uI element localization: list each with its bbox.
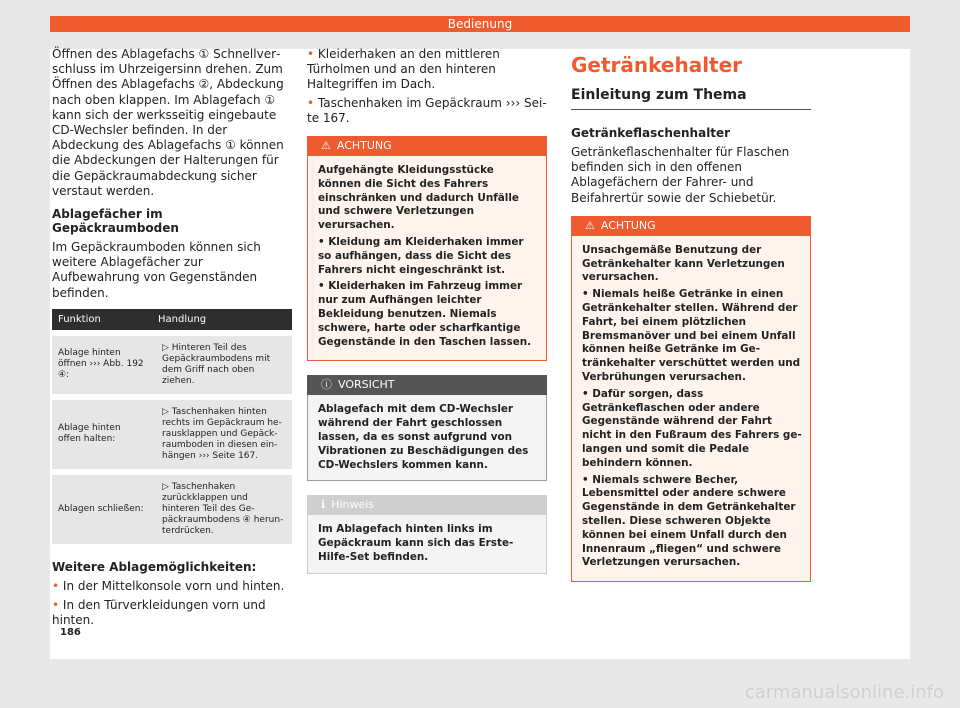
table-header-function: Funktion	[52, 309, 152, 333]
table-row	[52, 472, 292, 544]
table-row	[52, 397, 292, 472]
exclamation-circle-icon: ⓘ	[321, 378, 332, 392]
floor-paragraph: Im Gepäckraumboden können sich weitere Ablagefächer zur Aufbewahrung von Gegenständen befinden.	[52, 240, 261, 300]
table-cell: Ablagen schließen:	[52, 472, 152, 544]
table-header-action: Handlung	[152, 309, 292, 333]
bottle-holder-paragraph: Getränkeflaschenhalter für Flaschen befinden sich in den offenen Ablagefächern der Fahrer- und Beifahrertür sowie der Schiebetür.	[571, 145, 790, 205]
list-item: • In der Mittelkonsole vorn und hinten.	[52, 578, 285, 593]
warning-triangle-icon: ⚠	[585, 218, 595, 232]
column-middle	[307, 47, 547, 588]
function-table	[52, 309, 292, 544]
list-item: • Taschenhaken im Gepäckraum ››› Seite 167.	[307, 96, 547, 125]
intro-paragraph: Öffnen des Ablagefachs ① Schnellverschluss im Uhrzeigersinn drehen. Zum Öffnen des Ablagefachs ②, Abdeckung nach oben klappen. Im Ablagefach ① kann sich der werksseitig eingebaute CD-Wechsler befinden. In der Abdeckung des Ablagefachs ① können die Abdeckungen der Halterungen für die Gepäckraumabdeckung sicher verstaut werden.	[52, 47, 284, 198]
table-cell: ▷ Taschenhaken hinten rechts im Gepäckraum herausklappen und Gepäckraumboden in diesen einhängen ››› Seite 167.	[152, 397, 292, 472]
table-cell: ▷ Hinteren Teil des Gepäckraumbodens mit dem Griff nach oben ziehen.	[152, 333, 292, 397]
table-cell: ▷ Taschenhaken zurückklappen und hinteren Teil des Gepäckraumbodens ④ herunterdrücken.	[152, 472, 292, 544]
bullet-icon: •	[307, 96, 315, 110]
bullet-icon: •	[52, 578, 60, 593]
page-number: 186	[60, 627, 81, 638]
column-right	[571, 47, 811, 596]
watermark: carmanualsonline.info	[744, 682, 944, 703]
section-header: Bedienung	[50, 16, 910, 32]
table-row	[52, 333, 292, 397]
bullet-icon: •	[52, 597, 60, 612]
table-cell: Ablage hinten offen halten:	[52, 397, 152, 472]
column-left	[52, 47, 292, 632]
warning-box: ⚠ ACHTUNG Unsachgemäße Benutzung der Getränkehalter kann Verletzungen verursachen. • Niemals heiße Getränke in einen Getränkehalter stellen. Während der Fahrt, bei einem plötzlichen Bremsmanöver und bei einem Unfall können heiße Getränke im Getränkehalter verschüttet werden und Verbrühungen verursachen. • Dafür sorgen, dass Getränkeflaschen oder andere Gegenstände während der Fahrt nicht in den Fußraum des Fahrers gelangen und somit die Pedale behindern können. • Niemals schwere Becher, Lebensmittel oder andere schwere Gegenstände in dem Getränkehalter stellen. Diese schweren Objekte können bei einem Unfall durch den Innenraum „fliegen“ und schwere Verletzungen verursachen.	[571, 216, 811, 582]
info-icon: ℹ	[321, 498, 326, 512]
bullet-icon: •	[307, 47, 315, 61]
hint-box: ℹ Hinweis Im Ablagefach hinten links im Gepäckraum kann sich das Erste-Hilfe-Set befinden.	[307, 495, 547, 573]
list-item: • In den Türverkleidungen vorn und hinten.	[52, 597, 266, 627]
subheading-bottle-holder: Getränkeflaschenhalter	[571, 126, 731, 140]
section-title: Getränkehalter	[571, 53, 743, 77]
list-item: • Kleiderhaken an den mittleren Türholmen und an den hinteren Haltegriffen im Dach.	[307, 47, 500, 91]
caution-box: ⓘ VORSICHT Ablagefach mit dem CD-Wechsler während der Fahrt geschlossen lassen, da es sonst aufgrund von Vibrationen zu Beschädigungen des CD-Wechslers kommen kann.	[307, 375, 547, 481]
subheading-more-storage: Weitere Ablagemöglichkeiten:	[52, 559, 257, 574]
warning-triangle-icon: ⚠	[321, 139, 331, 152]
section-subtitle: Einleitung zum Thema	[571, 87, 811, 110]
table-cell: Ablage hinten öffnen ››› Abb. 192 ④:	[52, 333, 152, 397]
warning-box: ⚠ ACHTUNG Aufgehängte Kleidungsstücke können die Sicht des Fahrers einschränken und dadurch Unfälle und schwere Verletzungen verursachen. • Kleidung am Kleiderhaken immer so aufhängen, dass die Sicht des Fahrers nicht eingeschränkt ist. • Kleiderhaken im Fahrzeug immer nur zum Aufhängen leichter Bekleidung benutzen. Niemals schwere, harte oder scharfkantige Gegenstände in den Taschen lassen.	[307, 136, 547, 361]
subheading-storage-floor: Ablagefächer im Gepäckraumboden	[52, 207, 179, 236]
